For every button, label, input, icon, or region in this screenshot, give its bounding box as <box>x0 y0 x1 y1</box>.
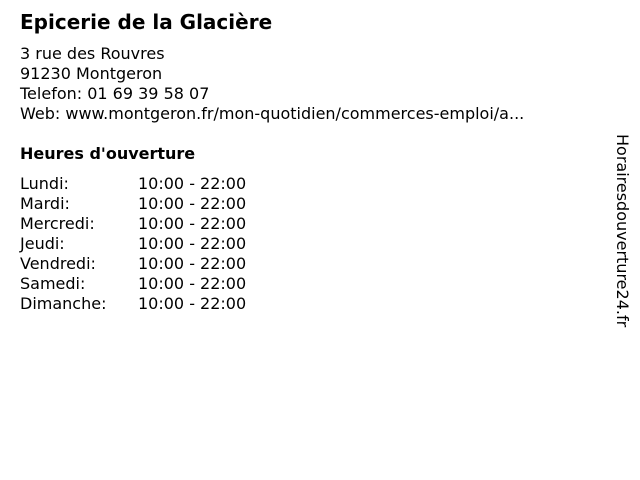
day-label: Mercredi: <box>20 214 95 233</box>
hours-row-friday <box>20 254 246 274</box>
time-range: 10:00 - 22:00 <box>138 174 247 193</box>
time-range: 10:00 - 22:00 <box>138 234 247 253</box>
time-range: 10:00 - 22:00 <box>138 194 247 213</box>
day-label: Dimanche: <box>20 294 107 313</box>
time-range: 10:00 - 22:00 <box>138 214 247 233</box>
hours-row-tuesday <box>20 194 246 214</box>
time-range: 10:00 - 22:00 <box>138 294 247 313</box>
hours-row-sunday <box>20 294 246 314</box>
day-label: Samedi: <box>20 274 86 293</box>
hours-row-monday <box>20 174 246 194</box>
day-label: Mardi: <box>20 194 70 213</box>
street-address: 3 rue des Rouvres <box>20 44 165 63</box>
website-link[interactable]: Web: www.montgeron.fr/mon-quotidien/commerces-emploi/a... <box>20 104 525 123</box>
hours-row-wednesday <box>20 214 246 234</box>
address-block <box>20 44 524 124</box>
day-label: Lundi: <box>20 174 69 193</box>
time-range: 10:00 - 22:00 <box>138 254 247 273</box>
day-label: Jeudi: <box>20 234 65 253</box>
brand-watermark: Horairesdouverture24.fr <box>613 134 632 328</box>
opening-hours-table <box>20 174 246 314</box>
page-title: Epicerie de la Glacière <box>20 10 273 34</box>
day-label: Vendredi: <box>20 254 96 273</box>
city-postal: 91230 Montgeron <box>20 64 163 83</box>
hours-row-thursday <box>20 234 246 254</box>
hours-heading: Heures d'ouverture <box>20 144 196 163</box>
hours-row-saturday <box>20 274 246 294</box>
time-range: 10:00 - 22:00 <box>138 274 247 293</box>
phone-number: Telefon: 01 69 39 58 07 <box>20 84 210 103</box>
